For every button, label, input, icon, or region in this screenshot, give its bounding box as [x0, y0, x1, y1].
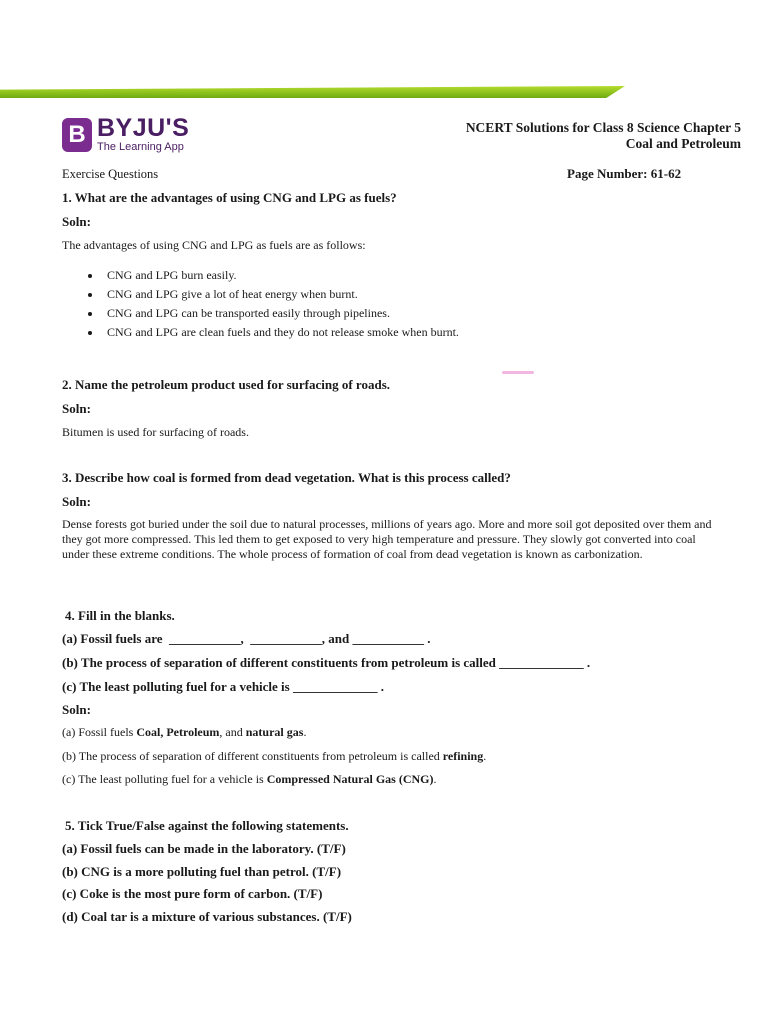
list-item: CNG and LPG are clean fuels and they do not release smoke when burnt. [62, 323, 459, 342]
q3-answer: Dense forests got buried under the soil due to natural processes, millions of years ago. More and more soil got deposited over them and they got more compressed. This led them to get exposed to very high temperature and pressure. They slowly got converted into coal under these extreme conditions. The whole process of formation of coal from dead vegetation is known as carbonization. [62, 517, 712, 561]
q1-intro: The advantages of using CNG and LPG as fuels are as follows: [62, 238, 366, 252]
answer-bold: Coal, Petroleum [136, 725, 220, 739]
q4-answer-a [62, 725, 306, 740]
question-2: 2. Name the petroleum product used for surfacing of roads. [62, 377, 391, 392]
page-number: Page Number: 61-62 [567, 166, 682, 181]
list-item: CNG and LPG can be transported easily through pipelines. [62, 304, 459, 323]
answer-text: (a) Fossil fuels [62, 725, 137, 739]
list-item: CNG and LPG burn easily. [62, 266, 459, 285]
question-5: 5. Tick True/False against the following statements. [65, 818, 349, 833]
q4-blank-c: (c) The least polluting fuel for a vehicle is _____________ . [62, 679, 384, 694]
logo-tagline: The Learning App [97, 141, 184, 153]
q4-soln-label: Soln: [62, 702, 91, 717]
document-title [466, 120, 741, 152]
q4-blank-b: (b) The process of separation of different constituents from petroleum is called _____________ . [62, 655, 591, 670]
q1-soln-label: Soln: [62, 214, 91, 229]
header-accent-bar [0, 86, 625, 98]
question-3: 3. Describe how coal is formed from dead vegetation. What is this process called? [62, 470, 511, 485]
question-4: 4. Fill in the blanks. [65, 608, 175, 623]
logo-letter: B [68, 120, 86, 148]
list-item: CNG and LPG give a lot of heat energy when burnt. [62, 285, 459, 304]
q2-answer: Bitumen is used for surfacing of roads. [62, 425, 249, 439]
q5-statement-d: (d) Coal tar is a mixture of various substances. (T/F) [62, 909, 352, 924]
question-1: 1. What are the advantages of using CNG and LPG as fuels? [62, 190, 397, 205]
answer-text: (b) The process of separation of different constituents from petroleum is called [62, 749, 443, 763]
title-line-1: NCERT Solutions for Class 8 Science Chapter 5 [465, 120, 741, 135]
answer-text: . [483, 749, 487, 763]
q4-answer-b [62, 749, 486, 764]
q1-advantages-list [62, 266, 459, 342]
answer-bold: natural gas [245, 725, 304, 739]
byjus-logo [62, 116, 189, 153]
answer-bold: refining [442, 749, 484, 763]
q4-answer-c [62, 772, 437, 787]
highlight-mark [502, 371, 534, 374]
answer-text: . [303, 725, 307, 739]
q3-soln-label: Soln: [62, 494, 91, 509]
logo-mark-icon [62, 118, 92, 152]
q5-statement-c: (c) Coke is the most pure form of carbon. (T/F) [62, 886, 323, 901]
q5-statement-a: (a) Fossil fuels can be made in the laboratory. (T/F) [62, 841, 346, 856]
q2-soln-label: Soln: [62, 401, 91, 416]
answer-text: , and [219, 725, 246, 739]
logo-name: BYJU'S [97, 114, 190, 142]
q5-statement-b: (b) CNG is a more polluting fuel than petrol. (T/F) [62, 864, 342, 879]
answer-text: . [433, 772, 437, 786]
q4-blank-a: (a) Fossil fuels are ___________, ___________, and ___________ . [62, 631, 431, 646]
section-label: Exercise Questions [62, 167, 159, 181]
title-line-2: Coal and Petroleum [625, 136, 741, 151]
answer-bold: Compressed Natural Gas (CNG) [266, 772, 434, 786]
answer-text: (c) The least polluting fuel for a vehicle is [62, 772, 267, 786]
